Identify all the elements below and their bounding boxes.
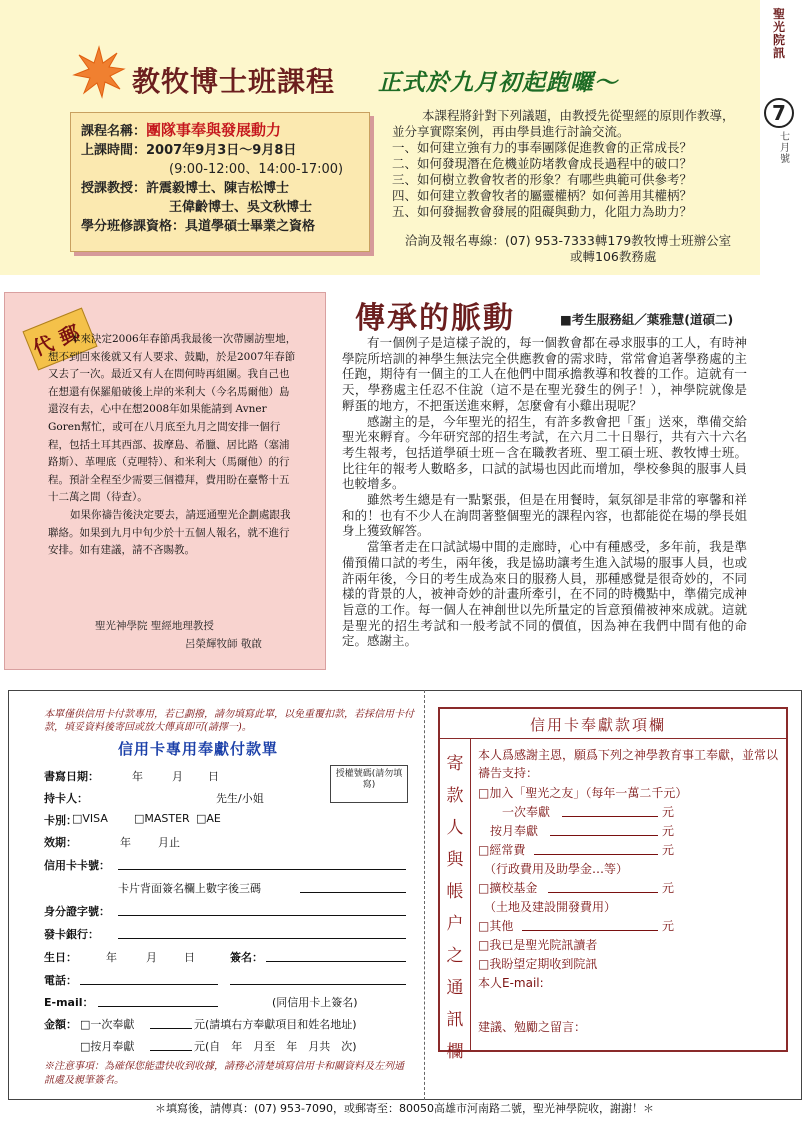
other-field[interactable] (522, 917, 658, 931)
letter-signature-name: 呂榮輝牧師 敬啟 (185, 638, 262, 650)
authorization-code-box: 授權號碼(請勿填寫) (330, 765, 408, 803)
contact-info (405, 233, 745, 265)
donation-items-title: 信用卡奉獻款項欄 (530, 716, 667, 734)
course-name: 團隊事奉與發展動力 (146, 121, 282, 139)
yuan-label: 元 (662, 805, 675, 819)
expiry-label: 效期： (44, 836, 77, 849)
article-author: ■考生服務組／葉雅慧(道碩二) (560, 312, 734, 327)
master-checkbox[interactable]: □MASTER (134, 812, 190, 825)
yuan-label: 元 (662, 881, 675, 895)
friends-one-time-label: 一次奉獻 (502, 805, 551, 819)
professor-line-1: 許震毅博士、陳吉松博士 (146, 181, 290, 196)
article-paragraph: 當筆者走在口試試場中間的走廊時，心中有種感受，多年前，我是準備預備口試的考生，兩年後，我是協助讓考生進入試場的服事人員，也或許兩年後，今日的考生成為來日的服務人員，那種感覺是很奇妙的，不同樣的背景的人，被神奇妙的計畫所牽引，在不同的時機點中，準備完成神旨意的工作。每一個人在神創世以先所量定的旨意預備被神來成就。這就是聖光的招生考試和一般考試不同的價值，因為神在我們中間有他的命定。感謝主。 (342, 539, 747, 649)
expansion-fund-note: （土地及建設開發費用） (484, 900, 617, 914)
credit-requirement: 學分班修課資格：具道學碩士畢業之資格 (81, 219, 316, 234)
card-type-label: 卡別： (44, 814, 77, 827)
friends-checkbox[interactable]: □加入「聖光之友」（每年一萬二千元） (478, 786, 688, 800)
regular-fund-note: （行政費用及助學金…等） (484, 862, 629, 876)
email-field-label: 本人E-mail: (478, 976, 544, 990)
birth-day-label: 日 (184, 951, 195, 964)
article-paragraph: 感謝主的是，今年聖光的招生，有許多教會把「蛋」送來，準備交給聖光來孵育。今年研究部的招生考試，在六月二十日舉行，共有六十六名考生報考，包括道學碩士班－含在職教者班、聖工碩士班、教牧博士班。比往年的報考人數略多，口試的試場也因此而增加，學校參與的服事人員也較增多。 (342, 413, 747, 492)
card-back-field[interactable] (300, 880, 406, 893)
topic-item: 四、如何建立教會牧者的屬靈權柄？如何善用其權柄？ (392, 188, 693, 203)
topics-intro: 本課程將針對下列議題，由教授先從聖經的原則作教導，並分享實際案例，再由學員進行討論交流。 (392, 108, 735, 139)
bank-field[interactable] (118, 926, 406, 939)
regular-fund-field[interactable] (534, 841, 658, 855)
signature-label: 簽名： (230, 951, 263, 964)
yuan-label: 元 (662, 843, 675, 857)
subscribe-checkbox[interactable]: □我盼望定期收到院訊 (478, 957, 598, 971)
article-paragraph: 有一個例子是這樣子說的，每一個教會都在尋求服事的工人，有時神學院所培訓的神學生無法完全供應教會的需求時，常常會追著學務處的主任跑，期待有一個主的工人在他們中間承擔教導和牧養的工作。這就有一天，學務處主任忍不住說（這不是在聖光發生的例子！），神學院就像是孵蛋的地方，不把蛋送進來孵，怎麼會有小雞出現呢？ (342, 335, 747, 413)
birth-year-label: 年 (106, 951, 117, 964)
time-date: 2007年9月3日～9月8日 (146, 143, 297, 158)
yuan-label: 元 (662, 824, 675, 838)
correspondence-vertical-label: 寄款人與帳户之通訊欄 (446, 754, 464, 1062)
email-label: E-mail： (44, 996, 94, 1009)
course-topics (392, 108, 740, 220)
course-label: 課程名稱： (81, 124, 147, 139)
course-info-box (70, 112, 370, 252)
form-note: 本單僅供信用卡付款專用，若已劃撥，請勿填寫此單，以免重覆扣款，若採信用卡付款，填妥資料後寄回或放大傳真即可(請擇一)。 (44, 709, 414, 733)
signature-field[interactable] (266, 949, 406, 962)
expiry-end-label: 月止 (158, 836, 180, 849)
friends-monthly-field[interactable] (550, 822, 658, 836)
id-number-field[interactable] (118, 903, 406, 916)
reader-checkbox[interactable]: □我已是聖光院訊讀者 (478, 938, 598, 952)
one-time-checkbox[interactable]: □一次奉獻 (80, 1018, 135, 1031)
form-title: 信用卡專用奉獻付款單 (118, 740, 279, 758)
other-checkbox[interactable]: □其他 (478, 919, 514, 933)
yuan-label: 元 (662, 919, 675, 933)
card-number-field[interactable] (118, 857, 406, 870)
card-number-label: 信用卡卡號： (44, 859, 110, 872)
phone-label: 電話： (44, 974, 77, 987)
same-sign-label: (同信用卡上簽名) (272, 996, 358, 1009)
cardholder-label: 持卡人： (44, 792, 88, 805)
regular-fund-checkbox[interactable]: □經常費 (478, 843, 526, 857)
monthly-note: 元(自 年 月至 年 月共 次) (194, 1040, 357, 1053)
card-back-label: 卡片背面簽名欄上數字後三碼 (118, 882, 261, 895)
friends-monthly-label: 按月奉獻 (490, 824, 539, 838)
topic-item: 一、如何建立強有力的事奉團隊促進教會的正常成長？ (392, 140, 693, 155)
birth-month-label: 月 (146, 951, 157, 964)
expansion-fund-checkbox[interactable]: □擴校基金 (478, 881, 538, 895)
donation-intro: 本人爲感謝主恩，願爲下列之神學教育事工奉獻，並常以禱告支持： (478, 748, 779, 780)
page-number: 7 (764, 98, 794, 128)
month-label: 月 (172, 770, 183, 783)
monthly-amount-field[interactable] (150, 1038, 192, 1051)
stamp-badge: 代郵 (22, 308, 97, 371)
day-label: 日 (208, 770, 219, 783)
program-title: 教牧博士班課程 (132, 65, 336, 98)
visa-checkbox[interactable]: □VISA (72, 812, 108, 825)
letter-text (48, 331, 298, 560)
birthday-label: 生日： (44, 951, 77, 964)
topic-item: 三、如何樹立教會牧者的形象？有哪些典範可供參考？ (392, 172, 693, 187)
footer-instructions: ＊填寫後，請傳真：(07) 953-7090，或郵寄至：80050高雄市河南路二號，聖光神學院收，謝謝！＊ (154, 1102, 655, 1115)
message-label: 建議、勉勵之留言： (478, 1020, 587, 1034)
year-label: 年 (132, 770, 143, 783)
newsletter-title: 聖光院訊 (772, 7, 785, 60)
professor-label: 授課教授： (81, 181, 147, 196)
vertical-column-divider (470, 739, 471, 1052)
email-field[interactable] (98, 994, 218, 1007)
issue-month: 七月號 (780, 132, 790, 165)
monthly-checkbox[interactable]: □按月奉獻 (80, 1040, 135, 1053)
starburst-icon (72, 45, 126, 99)
phone-field[interactable] (80, 972, 218, 985)
contact-line-2: 或轉106教務處 (570, 249, 657, 264)
bank-label: 發卡銀行： (44, 928, 99, 941)
topic-item: 二、如何發現潛在危機並防堵教會成長過程中的破口？ (392, 156, 693, 171)
one-time-amount-field[interactable] (150, 1016, 192, 1029)
fill-date-label: 書寫日期： (44, 770, 99, 783)
time-hours: (9:00-12:00、14:00-17:00) (169, 162, 344, 177)
ae-checkbox[interactable]: □AE (196, 812, 221, 825)
letter-paragraph: 如果你禱告後決定要去，請逕通聖光企劃處跟我聯絡。如果到九月中旬少於十五個人報名，就不進行安排。如有建議，請不吝賜教。 (48, 508, 291, 557)
form-caution: ※注意事項：為確保您能盡快收到收據，請務必清楚填寫信用卡和關資料及左列通訊處及親筆簽名。 (44, 1061, 404, 1086)
program-slogan: 正式於九月初起跑囉～ (378, 70, 618, 96)
one-time-note: 元(請填右方奉獻項目和姓名地址) (194, 1018, 357, 1031)
friends-one-time-field[interactable] (562, 803, 658, 817)
article-paragraph: 雖然考生總是有一點緊張，但是在用餐時，氣氛卻是非常的寧馨和祥和的！也有不少人在詢問著整個聖光的課程內容，也都能從在場的學長姐身上獲致解答。 (342, 492, 747, 539)
sir-madam-label: 先生/小姐 (216, 792, 264, 805)
article-title: 傳承的脈動 (355, 301, 515, 336)
amount-label: 金額： (44, 1018, 77, 1031)
id-number-label: 身分證字號： (44, 905, 110, 918)
contact-line-1: 洽詢及報名專線：(07) 953-7333轉179教牧博士班辦公室 (405, 233, 732, 248)
phone-field-2[interactable] (230, 972, 406, 985)
professor-line-2: 王偉齡博士、吳文秋博士 (169, 200, 313, 215)
letter-paragraph: 本來決定2006年春節禹我最後一次帶團訪聖地，想不到回來後就又有人要求、鼓勵，於是2007年春節又去了一次。最近又有人在問何時再組團。我自己也在想還有保羅船破後上岸的米利大（今名馬爾他）島還沒有去，心中在想2008年如果能請到 Avner Goren幫忙，或可在八月底至九月之間安排一個行程，包括土耳其西部、拔摩島、希臘、居比路（塞浦路斯）、革哩底（克哩特）、和米利大（馬爾他）的行程。預計全程至少需要三個禮拜，費用盼在臺幣十五十二萬之間（待查）。 (48, 333, 297, 504)
topic-item: 五、如何發掘教會發展的阻礙與動力，化阻力為助力？ (392, 204, 693, 219)
form-divider (424, 690, 425, 1100)
expiry-year-label: 年 (120, 836, 131, 849)
expansion-fund-field[interactable] (548, 879, 658, 893)
letter-signature-org: 聖光神學院 聖經地理教授 (95, 620, 214, 632)
time-label: 上課時間： (81, 143, 147, 158)
article-body (342, 335, 747, 649)
